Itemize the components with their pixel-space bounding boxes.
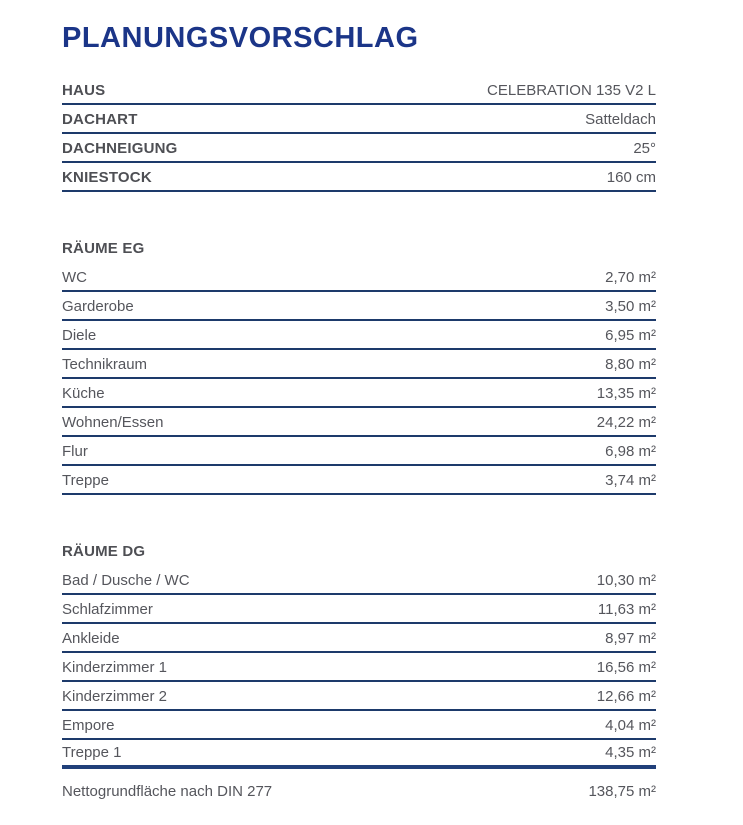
room-label: Küche — [62, 385, 105, 402]
room-area: 6,95 m² — [605, 327, 656, 344]
spec-row-dachart — [62, 105, 656, 134]
room-row — [62, 408, 656, 437]
room-row — [62, 466, 656, 495]
room-area: 4,35 m² — [605, 744, 656, 761]
room-area: 3,50 m² — [605, 298, 656, 315]
spec-row-kniestock — [62, 163, 656, 192]
room-row — [62, 740, 656, 769]
room-row — [62, 624, 656, 653]
room-label: Kinderzimmer 1 — [62, 659, 168, 676]
total-value: 138,75 m² — [588, 783, 656, 800]
room-row — [62, 321, 656, 350]
room-label: WC — [62, 269, 87, 286]
spec-value-dachart: Satteldach — [585, 111, 656, 128]
section-heading-raeume-dg: RÄUME DG — [62, 543, 146, 560]
room-label: Empore — [62, 717, 115, 734]
room-label: Flur — [62, 443, 88, 460]
room-area: 24,22 m² — [596, 414, 656, 431]
room-table-eg — [62, 263, 656, 495]
room-label: Treppe 1 — [62, 744, 122, 761]
room-area: 13,35 m² — [596, 385, 656, 402]
spec-label-dachneigung: DACHNEIGUNG — [62, 140, 178, 157]
room-area: 2,70 m² — [605, 269, 656, 286]
page-title: PLANUNGSVORSCHLAG — [62, 22, 419, 54]
room-label: Schlafzimmer — [62, 601, 153, 618]
room-area: 16,56 m² — [596, 659, 656, 676]
section-heading-raeume-eg: RÄUME EG — [62, 240, 145, 257]
spec-label-kniestock: KNIESTOCK — [62, 169, 152, 186]
room-label: Kinderzimmer 2 — [62, 688, 168, 705]
room-row — [62, 682, 656, 711]
room-row — [62, 379, 656, 408]
room-area: 11,63 m² — [597, 601, 656, 618]
room-area: 4,04 m² — [605, 717, 656, 734]
room-label: Wohnen/Essen — [62, 414, 164, 431]
room-label: Garderobe — [62, 298, 134, 315]
room-label: Diele — [62, 327, 97, 344]
room-area: 12,66 m² — [596, 688, 656, 705]
room-row — [62, 292, 656, 321]
room-row — [62, 595, 656, 624]
spec-row-haus — [62, 76, 656, 105]
room-row — [62, 566, 656, 595]
net-floor-area-total — [62, 783, 656, 800]
room-row — [62, 437, 656, 466]
room-label: Treppe — [62, 472, 109, 489]
spec-row-dachneigung — [62, 134, 656, 163]
room-label: Ankleide — [62, 630, 120, 647]
spec-value-dachneigung: 25° — [633, 140, 656, 157]
spec-value-haus: CELEBRATION 135 V2 L — [487, 82, 656, 99]
room-row — [62, 350, 656, 379]
section-raeume-dg — [62, 542, 656, 769]
spec-value-kniestock: 160 cm — [606, 169, 656, 186]
room-area: 8,80 m² — [605, 356, 656, 373]
section-raeume-eg — [62, 239, 656, 495]
room-area: 3,74 m² — [605, 472, 656, 489]
house-spec-table — [62, 76, 656, 192]
spec-label-dachart: DACHART — [62, 111, 138, 128]
room-area: 6,98 m² — [605, 443, 656, 460]
room-label: Bad / Dusche / WC — [62, 572, 190, 589]
spec-label-haus: HAUS — [62, 82, 106, 99]
room-row — [62, 263, 656, 292]
total-label: Nettogrundfläche nach DIN 277 — [62, 783, 273, 800]
room-area: 10,30 m² — [596, 572, 656, 589]
room-row — [62, 653, 656, 682]
room-label: Technikraum — [62, 356, 148, 373]
room-row — [62, 711, 656, 740]
room-area: 8,97 m² — [605, 630, 656, 647]
room-table-dg — [62, 566, 656, 769]
